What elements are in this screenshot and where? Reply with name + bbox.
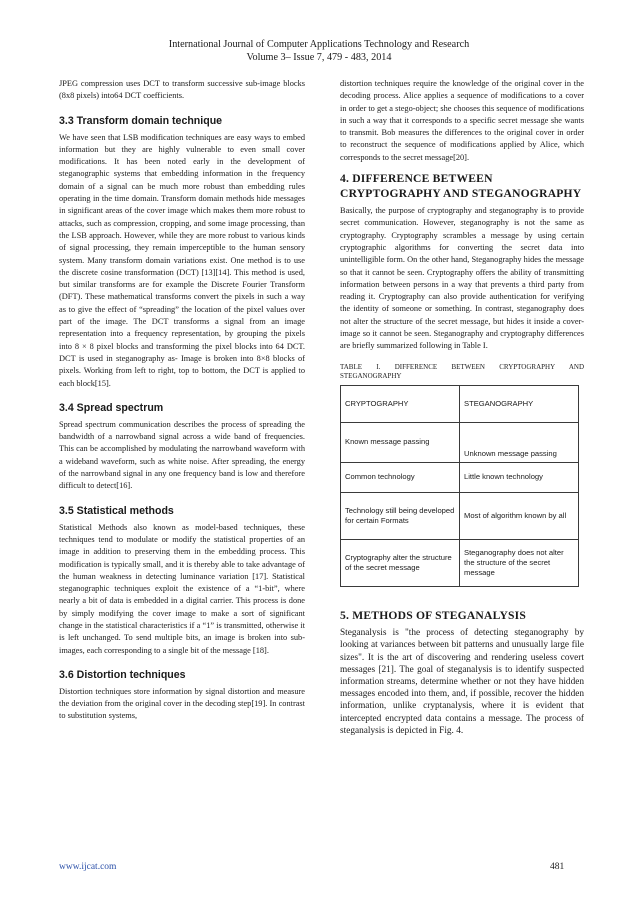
journal-url-link[interactable]: www.ijcat.com: [59, 862, 117, 872]
journal-volume: Volume 3– Issue 7, 479 - 483, 2014: [246, 52, 392, 63]
table-cell: Little known technology: [460, 462, 579, 492]
distortion-continued-text: distortion techniques require the knowledge of the original cover in the decoding process. Alice applies a sequence of modifications to a cover in order to get a stego-object; she chooses this sequence of modifications in such a way that it corresponds to a specific secret message she wants to transmit. Bob measures the differences to the original cover in order to reconstruct the sequence of modifications applied by Alice, which corresponds to the secret message[20].: [340, 79, 584, 162]
section-3-4-heading: 3.4 Spread spectrum: [59, 401, 164, 414]
intro-paragraph: JPEG compression uses DCT to transform successive sub-image blocks (8x8 pixels) into64 DCT coefficients.: [59, 79, 305, 101]
table-cell: Cryptography alter the structure of the secret message: [341, 539, 460, 586]
journal-header: [0, 38, 638, 64]
left-column: [59, 78, 305, 723]
comparison-table: [340, 385, 579, 587]
table-header-cell: STEGANOGRAPHY: [460, 385, 579, 422]
section-3-5-heading: 3.5 Statistical methods: [59, 504, 174, 517]
table-cell: Most of algorithm known by all: [460, 492, 579, 539]
section-3-4-text: Spread spectrum communication describes the process of spreading the bandwidth of a narrowband signal across a wide band of frequencies. This can be accomplished by modulating the narrowband waveform with a wideband waveform, such as white noise. After spreading, the energy of the narrowband signal in any one frequency band is low and therefore difficult to detect[16].: [59, 419, 305, 491]
table-cell: Steganography does not alter the structure of the secret message: [460, 539, 579, 586]
section-4-text: Basically, the purpose of cryptography and steganography is to provide secret communication. However, steganography is not the same as cryptography. Cryptography scrambles a message by using certain cryptographic algorithms for converting the secret data into unintelligible form. On the other hand, Steganography hides the message so that it cannot be seen. Cryptography offers the ability of transmitting information between persons in a way that prevents a third party from reading it. Cryptography can also provide authentication for verifying the identity of someone or something. In contrast, steganography does not alter the structure of the secret message, but hides it inside a cover-image so it cannot be seen. Steganography and cryptography differences are briefly summarized following in Table I.: [340, 206, 584, 351]
section-3-6-heading: 3.6 Distortion techniques: [59, 668, 186, 681]
section-3-5-text: Statistical Methods also known as model-based techniques, these techniques tend to modulate or modify the statistical properties of an image in addition to preserving them in the embedding process. This modification is typically small, and it is thereby able to take advantage of the human weakness in detecting luminance variation [17]. Statistical steganographic techniques exploit the existence of a “1-bit”, where nearly a bit of data is embedded in a digital carrier. This process is done by simply modifying the cover image to make a sort of significant change in the statistical characteristics if a “1” is transmitted, otherwise it is left unchanged. To send multiple bits, an image is broken into sub-images, each corresponding to a single bit of the message [18].: [59, 522, 305, 655]
table-header-row: [341, 385, 579, 422]
table-cell: Known message passing: [341, 422, 460, 462]
section-5-heading: 5. METHODS OF STEGANALYSIS: [340, 608, 527, 622]
table-row: [341, 539, 579, 586]
table-cell: Technology still being developed for certain Formats: [341, 492, 460, 539]
table-cell: Common technology: [341, 462, 460, 492]
section-3-3-heading: 3.3 Transform domain technique: [59, 114, 223, 127]
journal-title: International Journal of Computer Applications Technology and Research: [168, 39, 470, 50]
section-3-6-text: Distortion techniques store information by signal distortion and measure the deviation from the original cover in the decoding step[19]. In contrast to substitution systems,: [59, 686, 305, 721]
page-number: 481: [550, 862, 565, 872]
table-row: [341, 462, 579, 492]
table-row: [341, 422, 579, 462]
section-5: [340, 609, 584, 737]
table-header-cell: CRYPTOGRAPHY: [341, 385, 460, 422]
section-3-3-text: We have seen that LSB modification techniques are easy ways to embed information but they are highly vulnerable to even small cover modifications. It has been noted early in the development of steganographic systems that embedding information in the frequency domain of a signal can be much more robust than embedding rules operating in the time domain. Transform domain methods hide messages in significant areas of the cover image which makes them more robust to attacks, such as compression, cropping, and some image processing, than the LSB approach. However, while they are more robust to various kinds of signal processing, they remain imperceptible to the human sensory system. Many transform domain variations exist. One method is to use the discrete cosine transformation (DCT) [13][14]. This method is used, but similar transforms are for example the Discrete Fourier Transform (DFT). These mathematical transforms convert the pixels in such a way as to give the effect of “spreading” the location of the pixel values over part of the image. The DCT transforms a signal from an image representation into a frequency representation, by grouping the pixels into 8 × 8 pixel blocks and transforming the pixel blocks into 64 DCT. DCT is used in steganography as- Image is broken into 8×8 blocks of pixels. Working from left to right, top to bottom, the DCT is applied to each block[15].: [59, 132, 305, 388]
table-caption: TABLE I. DIFFERENCE BETWEEN CRYPTOGRAPHY AND STEGANOGRAPHY: [340, 362, 584, 380]
right-column: [340, 78, 584, 737]
section-5-text: Steganalysis is "the process of detecting steganography by looking at variances between bit patterns and unusually large file sizes". It is the art of discovering and rendering useless covert messages [21]. The goal of steganalysis is to identify suspected information streams, determine whether or not they have hidden messages encoded into them, and, if possible, recover the hidden information, unlike cryptanalysis, where it is evident that intercepted encrypted data contains a message. The process of steganalysis is depicted in Fig. 4.: [340, 628, 584, 736]
table-row: [341, 492, 579, 539]
table-cell: Unknown message passing: [460, 422, 579, 462]
section-4-heading: 4. DIFFERENCE BETWEEN CRYPTOGRAPHY AND STEGANOGRAPHY: [340, 172, 582, 200]
